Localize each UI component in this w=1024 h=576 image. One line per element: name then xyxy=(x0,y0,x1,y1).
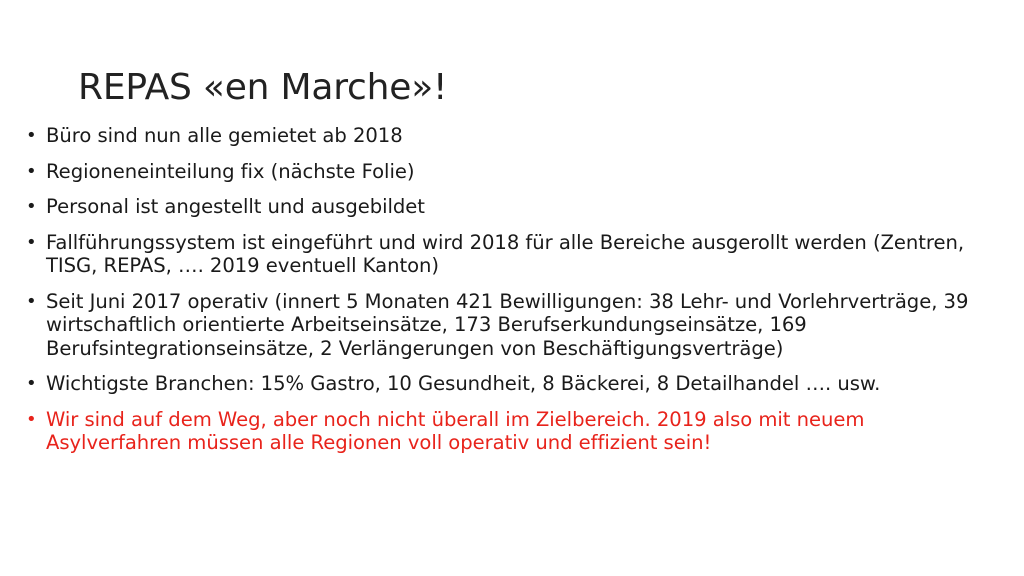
bullet-icon: • xyxy=(26,408,37,430)
bullet-text: Büro sind nun alle gemietet ab 2018 xyxy=(46,124,403,147)
bullet-text: Personal ist angestellt und ausgebildet xyxy=(46,195,425,218)
bullet-text: Fallführungssystem ist eingeführt und wird 2018 für alle Bereiche ausgerollt werden (Zentren, TISG, REPAS, …. 2019 eventuell Kanton) xyxy=(46,230,965,277)
bullet-text: Regioneneinteilung fix (nächste Folie) xyxy=(46,159,415,183)
bullet-icon: • xyxy=(26,290,37,312)
bullet-icon: • xyxy=(26,231,37,253)
bullet-item xyxy=(22,160,982,184)
bullet-item xyxy=(22,124,982,148)
bullet-item xyxy=(22,372,982,396)
bullet-icon: • xyxy=(26,125,37,146)
bullet-item xyxy=(22,195,982,219)
bullet-icon: • xyxy=(26,373,37,394)
bullet-text: Wichtigste Branchen: 15% Gastro, 10 Gesundheit, 8 Bäckerei, 8 Detailhandel …. usw. xyxy=(46,372,881,395)
bullet-item xyxy=(22,231,982,278)
slide-title: REPAS «en Marche»! xyxy=(78,67,448,108)
bullet-list xyxy=(22,124,982,467)
bullet-icon: • xyxy=(26,196,37,217)
bullet-icon: • xyxy=(26,160,37,182)
bullet-item-highlight xyxy=(22,408,982,455)
bullet-text: Wir sind auf dem Weg, aber noch nicht überall im Zielbereich. 2019 also mit neuem Asylverfahren müssen alle Regionen voll operativ und effizient sein! xyxy=(46,407,865,454)
bullet-item xyxy=(22,290,982,361)
bullet-text: Seit Juni 2017 operativ (innert 5 Monaten 421 Bewilligungen: 38 Lehr- und Vorlehrverträge, 39 wirtschaftlich orientierte Arbeitseinsätze, 173 Berufserkundungseinsätze, 169 Berufsintegrationseinsätze, 2 Verlängerungen von Beschäftigungsverträge) xyxy=(46,289,969,360)
